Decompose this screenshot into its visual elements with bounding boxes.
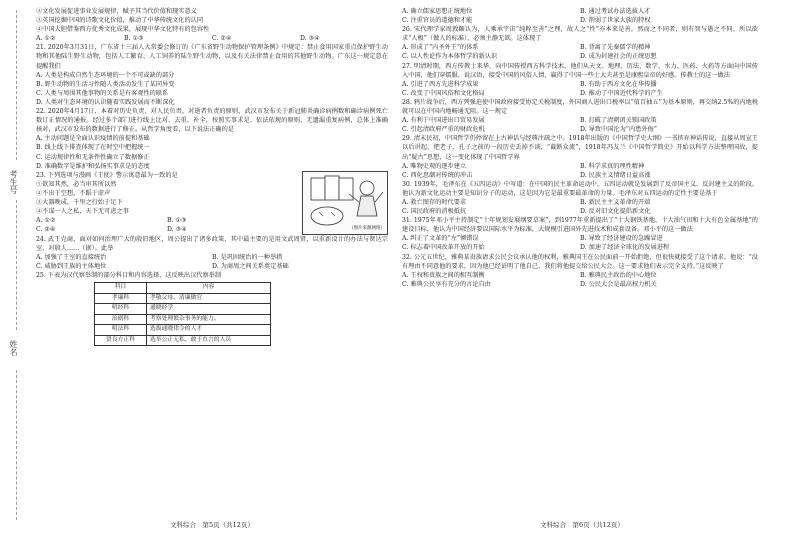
table-cell: 孝敬父母、清廉做官 <box>147 293 271 304</box>
q31-option-b[interactable]: B. 导致了经济建设的急躁冒进 <box>580 235 663 243</box>
q30-option-d[interactable]: D. 反对旧文化提倡新文化 <box>580 208 651 216</box>
q29-option-b[interactable]: B. 科学求真的理性精神 <box>580 162 645 170</box>
q27-stem: 27. 明清时期，西方传教士来华，向中国传授西方科学技术，他们从天文、地理、历法、数学、水力、医药、火药等方面向中国传入中国，他们穿儒服、说汉语，接受中国的风俗人情，赢得了中国一些士大夫甚至是康熙皇帝的好感。传教士的这一做法 <box>402 62 758 79</box>
q25-stem: 25. 下表为汉代察举制的部分科目和内容选择，这反映出汉代察举制 <box>36 272 222 280</box>
table-header-row <box>95 283 271 294</box>
q21-option-c[interactable]: C. 人类与周围其他事物的关系是有客观性的联系 <box>36 89 169 97</box>
q26-option-b[interactable]: B. 背离了先秦儒学的精神 <box>580 44 651 52</box>
q23-option-d[interactable]: D. ③④ <box>167 226 187 234</box>
q31-option-c[interactable]: C. 标志着中国改革开放的开始 <box>402 244 485 252</box>
q27-option-d[interactable]: D. 推动了中国近代科学的产生 <box>580 89 663 97</box>
table-cell: 考察处理繁杂事务的能力。 <box>147 314 271 325</box>
prev-item-3b: ③英国挖掘中国的诗歌文化价值，推动了中华传统文化的认同 <box>36 17 204 25</box>
table-row <box>95 304 271 315</box>
page-6-footer: 文科综合 第6页（共12页） <box>540 521 624 529</box>
table-cell: 选拔通晓律令的人才 <box>147 325 271 336</box>
q23-item-4: ④不谋一人之私，天下无可虑之事 <box>36 208 129 216</box>
q30-option-c[interactable]: C. 国民政府的消极抵抗 <box>402 208 467 216</box>
q23-option-b[interactable]: B. ①③ <box>167 217 187 225</box>
q29-option-a[interactable]: A. 唯物史观的逐步建立 <box>402 162 467 170</box>
candidate-number-label: 考生号 <box>9 170 18 194</box>
table-row <box>95 314 271 325</box>
q25-option-c[interactable]: C. 注重官员的道德和才能 <box>402 17 473 25</box>
q23-options-row2 <box>36 225 298 234</box>
q29-stem: 29. 清末民初，中国哲学仍停留在上古神话与经典注疏之中。1918年出版的《中国哲学史大纲》一书摈弃神话传说，直接从周宣王以后讲起，把老子、孔子之前的一段历史丢掉不谈，“截断众流”，1918年冯友兰《中国哲学简史》开始以科学方法整理国故，提出“疑古”思想，这一变化体现了中国哲学界 <box>402 135 758 161</box>
q23-item-3: ③大器晚成，千里之行始于足下 <box>36 198 123 206</box>
q32-option-b[interactable]: B. 雅典民主政治的中心地位 <box>580 271 657 279</box>
q23-item-2: ②不出于空想，不蹈于虚声 <box>36 189 111 197</box>
q23-option-c[interactable]: C. ②④ <box>36 226 56 234</box>
q22-option-c[interactable]: C. 运动规律性和无条件性确立了数据修正 <box>36 153 150 161</box>
option-d[interactable]: D. ③④ <box>300 35 320 43</box>
q31-options-row1 <box>402 234 758 243</box>
q25-option-d[interactable]: D. 削弱了世家大族的特权 <box>580 17 651 25</box>
q26-option-c[interactable]: C. 以人性论作为本体哲学的新认识 <box>402 53 498 61</box>
q27-options-row1 <box>402 80 758 89</box>
q27-option-c[interactable]: C. 改变了中国风俗和文化格局 <box>402 89 485 97</box>
q26-options-row2 <box>402 52 758 61</box>
q24-option-b[interactable]: B. 是巩固统治的一种举措 <box>212 253 283 261</box>
q23-option-a[interactable]: A. ①② <box>36 217 56 225</box>
q27-option-b[interactable]: B. 有助于西方文化在华传播 <box>580 80 657 88</box>
q24-options-row2 <box>36 262 388 271</box>
q25-option-a[interactable]: A. 确立儒家思想正统地位 <box>402 8 473 15</box>
q23-stem: 23. 下列选项与漫画《干扰》警示寓意最为一致的是 <box>36 171 178 179</box>
q32-stem: 32. 公元五世纪，雅典某贵族请求公民会议承认他的权利，雅典国王在公民面前一开始拒绝，但很快就接受了这个请求。他说：“没有理由不同意他的要求，因为他已经证明了他自己，我们将他提交给公民大会。这一要求他们表示完全支持。”这反映了 <box>402 253 758 270</box>
q22-stem: 22. 2020年4月17日，本着对历史负责、对人民负责、对逝者负责的原则，武汉市发布关于新冠肺炎确诊病例数和确诊病例死亡数订正情况的通报。经过多个部门进行线上比对、去重、补全，按照实事求是、依法依规的原则，无遗漏重复病例，总体上准确核对，武汉市发布的数据进行了修正。从哲学角度看，以下说法正确的是 <box>36 108 388 134</box>
q22-option-d[interactable]: D. 准确数字是维护和弘扬实事求是的态度 <box>36 162 150 170</box>
table-cell: 贤良方正科 <box>95 335 147 346</box>
q32-option-d[interactable]: D. 公民大会是最高权力机关 <box>580 280 657 288</box>
q26-stem: 26. 宋代理学家周敦颐认为，人乘承宇宙“纯粹至善”之理，故人之“性”亦本来是善。然而之不同者，则有智与愚之不同。所以欲求“人极”（做人的标准），必须主静无欲。这体现了 <box>402 26 758 43</box>
q23-options <box>36 216 298 225</box>
q31-options-row2 <box>402 243 758 252</box>
page-5-footer: 文科综合 第5页（共12页） <box>170 521 254 529</box>
q21-option-a[interactable]: A. 人类是构成自然生态环境的一个不可或缺的部分 <box>36 71 175 79</box>
q29-options-row1 <box>402 162 758 171</box>
q27-option-a[interactable]: A. 引进了西方先进科学成果 <box>402 80 479 88</box>
cut-line-bottom <box>16 370 17 520</box>
q28-stem: 28. 鸦片战争后，西方列强迫使中国政府接受协定关税制度，外国商人进出口税率以“值百抽五”为基本原则，再交纳2.5%的内地税就可以在中国内地畅通无阻。这一规定 <box>402 98 758 116</box>
table-header-cell: 科目 <box>95 283 147 294</box>
q25-options-row2 <box>402 16 758 25</box>
q27-options-row2 <box>402 89 758 98</box>
q23-item-1: ①欲知其然，必当审其所以然 <box>36 180 117 188</box>
prev-item-4: ④中国大胆借鉴西方优秀文化成果，展现中华文化特有的包容性 <box>36 26 210 34</box>
cartoon-caption: （图片来源网络） <box>349 225 385 231</box>
prev-options <box>36 34 388 43</box>
option-a[interactable]: A. ①② <box>36 35 56 43</box>
q30-option-a[interactable]: A. 救亡图存的时代要求 <box>402 198 467 206</box>
q25-table <box>94 282 271 346</box>
q24-stem: 24. 武王克商，面对如何治理广大的殷旧地区，周公提出了诸多政策，其中最主要的是用文武周贤，以重新设计的办法与贤达宗室，对殷人……（据）。此举 <box>36 235 388 252</box>
q24-option-d[interactable]: D. 为商周之间关系奠定基础 <box>212 262 289 270</box>
name-label: 姓名 <box>9 340 18 356</box>
q30-options-row2 <box>402 207 758 216</box>
q26-option-a[interactable]: A. 形成了“内圣外王”的体系 <box>402 44 479 52</box>
q21-stem: 21. 2020年3月31日，广东省十三届人大常委会修订的《广东省野生动物保护管理条例》中规定：禁止食用国家重点保护野生动物和其他陆生野生动物，包括人工繁育、人工饲养的陆生野生动物，以及有关法律禁止食用的其他野生动物。广东这一规定意在提醒我们 <box>36 44 388 70</box>
q23-block <box>36 171 388 235</box>
q28-option-b[interactable]: B. 打破了清朝闭关锁国政策 <box>580 117 657 125</box>
table-cell: 孝廉科 <box>95 293 147 304</box>
q26-option-d[interactable]: D. 成为封建社会的正统思想 <box>580 53 657 61</box>
page-6-column <box>402 7 758 289</box>
q24-option-a[interactable]: A. 加强了王室的直接统治 <box>36 253 107 261</box>
q31-stem: 31. 1975年邓小平主持制定“十年规划发展纲要草案”，到1977年重新提出了“十大钢铁基地、十大油气田和十大有色金属基地”的建设目标，他认为中国经济要以国际水平为标准，大规模引进国外先进技术和成套设备。邓小平的这一做法 <box>402 217 758 234</box>
q21-option-b[interactable]: B. 野生动物的生活习性随人类活动发生了某同异变 <box>36 80 175 88</box>
cut-line-top <box>16 10 17 160</box>
q25-options-row1 <box>402 7 758 16</box>
q22-option-a[interactable]: A. 主动问题是全面认识疫情的前提和基础 <box>36 135 150 143</box>
q31-option-d[interactable]: D. 加速了经济全球化的发展进程 <box>580 244 670 252</box>
q30-options-row1 <box>402 198 758 207</box>
q25-option-b[interactable]: B. 通过考试办法选拔人才 <box>580 8 651 15</box>
q32-option-c[interactable]: C. 雅典公民享有充分的言论自由 <box>402 280 491 288</box>
q29-option-c[interactable]: C. 西化思潮对传统的冲击 <box>402 171 473 179</box>
q21-option-d[interactable]: D. 人类对生态环境的认识随着实践发展而不断深化 <box>36 98 175 106</box>
q22-option-b[interactable]: B. 线上线下排查体现了在时空中把握统一 <box>36 144 150 152</box>
q28-options-row2 <box>402 125 758 134</box>
table-header-cell: 内容 <box>147 283 271 294</box>
prev-item-3: ③文化发展促进事业发展规律，赋予其当代价值和现实意义 <box>36 8 197 15</box>
table-row <box>95 325 271 336</box>
q30-stem: 30. 1939年，毛泽东在《五四运动》中写道：在中国的民主革命运动中，五四运动就是发展到了反帝国主义、反封建主义的阶段。他认为新文化运动主要是知识分子的运动，这是因为它是最重要最革命的力量。毛泽东对五四运动的定性主要是基于 <box>402 180 758 197</box>
q32-option-a[interactable]: A. 王权和贵族之间的相互制衡 <box>402 271 485 279</box>
q26-options-row1 <box>402 43 758 52</box>
option-b[interactable]: B. ①③ <box>124 35 144 43</box>
page-5-column <box>36 7 388 346</box>
q24-options-row1 <box>36 253 388 262</box>
q32-options-row1 <box>402 271 758 280</box>
q28-option-a[interactable]: A. 有利于中国进出口贸易发展 <box>402 117 485 125</box>
option-c[interactable]: C. ②④ <box>212 35 232 43</box>
q29-options-row2 <box>402 171 758 180</box>
q30-option-b[interactable]: B. 新民主主义革命的开端 <box>580 198 651 206</box>
interference-cartoon <box>302 171 388 235</box>
q28-option-d[interactable]: D. 导致中国沦为“内患外侮” <box>580 126 657 134</box>
cut-line-middle <box>16 200 17 330</box>
table-cell: 明法科 <box>95 325 147 336</box>
table-cell: 通晓经学 <box>147 304 271 315</box>
table-cell: 明经科 <box>95 304 147 315</box>
q28-option-c[interactable]: C. 引起清政府严重的财政危机 <box>402 126 485 134</box>
binding-gutter <box>0 0 34 533</box>
table-row <box>95 293 271 304</box>
q32-options-row2 <box>402 280 758 289</box>
q31-option-a[interactable]: A. 纠正了文革的“左”倾错误 <box>402 235 479 243</box>
table-row <box>95 335 271 346</box>
table-cell: 选举公正无私、敢于直言的人员 <box>147 335 271 346</box>
q28-options-row1 <box>402 116 758 125</box>
table-cell: 治剧科 <box>95 314 147 325</box>
q29-option-d[interactable]: D. 民族主义情绪日益高涨 <box>580 171 651 179</box>
q24-option-c[interactable]: C. 威胁到王族的主体地位 <box>36 262 107 270</box>
